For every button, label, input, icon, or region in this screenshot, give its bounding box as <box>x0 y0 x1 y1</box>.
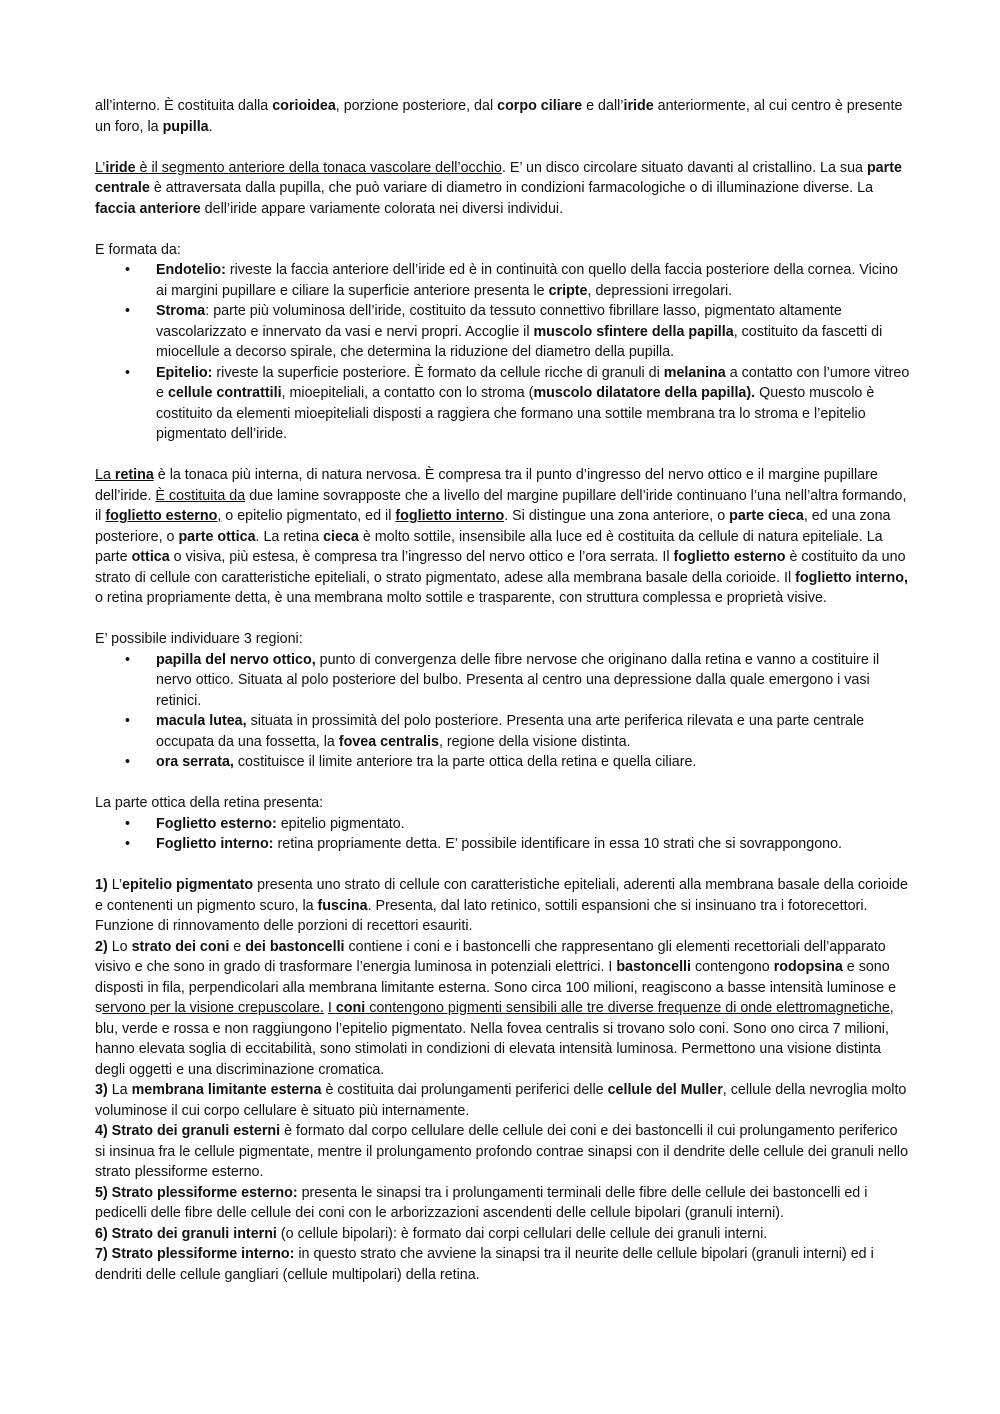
paragraph-iride: L’iride è il segmento anteriore della tonaca vascolare dell’occhio. E’ un disco circolare situato davanti al cristallino. La sua parte centrale è attraversata dalla pupilla, che può variare di diametro in condizioni farmacologiche o di illuminazione diverse. La faccia anteriore dell’iride appare variamente colorata nei diversi individui. <box>95 159 902 217</box>
stratum-paragraph: 3) La membrana limitante esterna è costituita dai prolungamenti periferici delle cellule del Muller, cellule della nevroglia molto voluminose il cui corpo cellulare è situato più internamente. <box>95 1082 907 1119</box>
paragraph-regions-intro: E’ possibile individuare 3 regioni: <box>95 631 303 647</box>
stratum-paragraph: 5) Strato plessiforme esterno: presenta le sinapsi tra i prolungamenti terminali delle fibre delle cellule dei bastoncelli ed i pedicelli delle fibre delle cellule dei coni con le arborizzazioni ascendenti delle cellule bipolari (granuli interni). <box>95 1184 868 1221</box>
document-page <box>95 96 910 1285</box>
list-iride-layers <box>95 260 910 445</box>
paragraph-intro: all’interno. È costituita dalla corioidea, porzione posteriore, dal corpo ciliare e dall’iride anteriormente, al cui centro è presente un foro, la pupilla. <box>95 98 903 135</box>
list-item: • macula lutea, situata in prossimità del polo posteriore. Presenta una arte periferica rilevata e una parte centrale occupata da una fossetta, la fovea centralis, regione della visione distinta. <box>95 711 910 752</box>
stratum-paragraph: 1) L’epitelio pigmentato presenta uno strato di cellule con caratteristiche epiteliali, aderenti alla membrana basale della corioide e contenenti un pigmento scuro, la fuscina. Presenta, dal lato retinico, sottili espansioni che si insinuano tra i fotorecettori. Funzione di rinnovamento delle porzioni di recettori esauriti. <box>95 877 908 934</box>
stratum-paragraph: 6) Strato dei granuli interni (o cellule bipolari): è formato dai corpi cellulari delle cellule dei granuli interni. <box>95 1225 768 1242</box>
numbered-strata <box>95 875 910 1285</box>
stratum-paragraph: 4) Strato dei granuli esterni è formato dal corpo cellulare delle cellule dei coni e dei bastoncelli il cui prolungamento periferico si insinua fra le cellule pigmentate, mentre il prolungamento profondo contrae sinapsi con il dendrite delle cellule dei granuli nello strato plessiforme esterno. <box>95 1123 909 1180</box>
list-retina-regions <box>95 650 910 773</box>
list-item: • Endotelio: riveste la faccia anteriore dell’iride ed è in continuità con quello della faccia posteriore della cornea. Vicino ai margini pupillare e ciliare la superficie anteriore presenta le cripte, depressioni irregolari. <box>95 260 910 301</box>
paragraph-iride-composition: E formata da: <box>95 241 181 258</box>
paragraph-optic-part: La parte ottica della retina presenta: <box>95 795 324 811</box>
paragraph-retina: La retina è la tonaca più interna, di natura nervosa. È compresa tra il punto d’ingresso del nervo ottico e il margine pupillare dell’iride. È costituita da due lamine sovrapposte che a livello del margine pupillare dell’iride continuano l’una nell’altra formando, il foglietto esterno, o epitelio pigmentato, ed il foglietto interno. Si distingue una zona anteriore, o parte cieca, ed una zona posteriore, o parte ottica. La retina cieca è molto sottile, insensibile alla luce ed è costituita da cellule di natura epiteliale. La parte ottica o visiva, più estesa, è compresa tra l’ingresso del nervo ottico e l’ora serrata. Il foglietto esterno è costituito da uno strato di cellule con caratteristiche epiteliali, o strato pigmentato, adese alla membrana basale della corioide. Il foglietto interno, o retina propriamente detta, è una membrana molto sottile e trasparente, con struttura complessa e proprietà visive. <box>95 467 908 606</box>
list-foglietti <box>95 814 910 855</box>
stratum-paragraph: 7) Strato plessiforme interno: in questo strato che avviene la sinapsi tra il neurite delle cellule bipolari (granuli interni) ed i dendriti delle cellule gangliari (cellule multipolari) della retina. <box>95 1246 874 1283</box>
list-item: • Foglietto interno: retina propriamente detta. E’ possibile identificare in essa 10 strati che si sovrappongono. <box>95 834 910 855</box>
list-item: • papilla del nervo ottico, punto di convergenza delle fibre nervose che originano dalla retina e vanno a costituire il nervo ottico. Situata al polo posteriore del bulbo. Presenta al centro una depressione dalla quale emergono i vasi retinici. <box>95 650 910 712</box>
list-item: • Foglietto esterno: epitelio pigmentato. <box>95 814 910 835</box>
stratum-paragraph: 2) Lo strato dei coni e dei bastoncelli contiene i coni e i bastoncelli che rappresentano gli elementi recettoriali dell’apparato visivo e che sono in grado di trasformare l’energia luminosa in potenziali elettrici. I bastoncelli contengono rodopsina e sono disposti in fila, perpendicolari alla membrana limitante esterna. Sono circa 100 milioni, reagiscono a basse intensità luminose e servono per la visione crepuscolare. I coni contengono pigmenti sensibili alle tre diverse frequenze di onde elettromagnetiche, blu, verde e rossa e non raggiungono l’epitelio pigmentato. Nella fovea centralis si trovano solo coni. Sono ono circa 7 milioni, hanno elevata soglia di eccitabilità, sono stimolati in condizioni di elevata intensità luminosa. Permettono una visione distinta degli oggetti e una discriminazione cromatica. <box>95 938 897 1078</box>
list-item: • Stroma: parte più voluminosa dell’iride, costituito da tessuto connettivo fibrillare lasso, pigmentato altamente vascolarizzato e innervato da vasi e nervi propri. Accoglie il muscolo sfintere della papilla, costituito da fascetti di miocellule a decorso spirale, che determina la riduzione del diametro della pupilla. <box>95 301 910 363</box>
list-item: • ora serrata, costituisce il limite anteriore tra la parte ottica della retina e quella ciliare. <box>95 752 910 773</box>
list-item: • Epitelio: riveste la superficie posteriore. È formato da cellule ricche di granuli di melanina a contatto con l’umore vitreo e cellule contrattili, mioepiteliali, a contatto con lo stroma (muscolo dilatatore della papilla). Questo muscolo è costituito da elementi mioepiteliali disposti a raggiera che formano una sottile membrana tra lo stroma e l’epitelio pigmentato dell’iride. <box>95 363 910 445</box>
